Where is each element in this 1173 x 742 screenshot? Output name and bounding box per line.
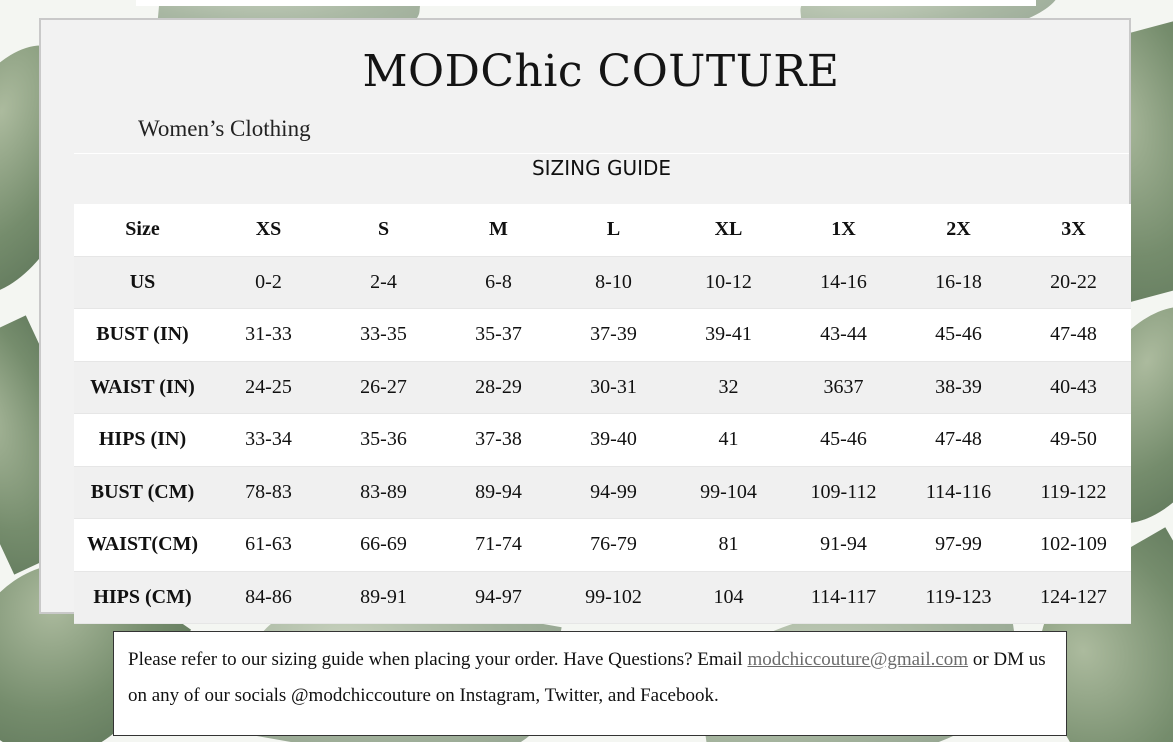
table-cell: 0-2	[211, 256, 326, 309]
table-row	[74, 309, 1131, 362]
table-cell: 104	[671, 571, 786, 624]
table-cell: 32	[671, 361, 786, 414]
table-cell: 20-22	[1016, 256, 1131, 309]
sizing-guide-title: SIZING GUIDE	[531, 156, 672, 180]
table-header-cell: L	[556, 204, 671, 256]
row-label-cell: US	[74, 256, 211, 309]
table-cell: 28-29	[441, 361, 556, 414]
table-cell: 30-31	[556, 361, 671, 414]
table-header-cell: 1X	[786, 204, 901, 256]
table-cell: 24-25	[211, 361, 326, 414]
table-cell: 119-122	[1016, 466, 1131, 519]
row-label-cell: BUST (CM)	[74, 466, 211, 519]
table-cell: 10-12	[671, 256, 786, 309]
table-cell: 97-99	[901, 519, 1016, 572]
table-row	[74, 256, 1131, 309]
table-row	[74, 361, 1131, 414]
table-header-cell: S	[326, 204, 441, 256]
table-cell: 26-27	[326, 361, 441, 414]
table-cell: 39-40	[556, 414, 671, 467]
table-cell: 114-117	[786, 571, 901, 624]
row-label-cell: WAIST (IN)	[74, 361, 211, 414]
table-cell: 3637	[786, 361, 901, 414]
table-cell: 94-97	[441, 571, 556, 624]
table-cell: 124-127	[1016, 571, 1131, 624]
table-cell: 81	[671, 519, 786, 572]
table-cell: 35-37	[441, 309, 556, 362]
table-cell: 16-18	[901, 256, 1016, 309]
table-cell: 2-4	[326, 256, 441, 309]
table-cell: 91-94	[786, 519, 901, 572]
table-cell: 83-89	[326, 466, 441, 519]
table-cell: 49-50	[1016, 414, 1131, 467]
table-cell: 41	[671, 414, 786, 467]
table-cell: 47-48	[901, 414, 1016, 467]
table-header-cell: XL	[671, 204, 786, 256]
table-cell: 33-34	[211, 414, 326, 467]
table-cell: 6-8	[441, 256, 556, 309]
table-cell: 99-104	[671, 466, 786, 519]
table-cell: 45-46	[901, 309, 1016, 362]
sizing-table-body	[74, 204, 1131, 624]
table-row	[74, 414, 1131, 467]
table-cell: 33-35	[326, 309, 441, 362]
row-label-cell: HIPS (IN)	[74, 414, 211, 467]
table-row	[74, 571, 1131, 624]
table-cell: 14-16	[786, 256, 901, 309]
table-cell: 45-46	[786, 414, 901, 467]
table-cell: 114-116	[901, 466, 1016, 519]
table-header-cell: M	[441, 204, 556, 256]
table-header-cell: XS	[211, 204, 326, 256]
table-header-cell: Size	[74, 204, 211, 256]
top-strip	[136, 0, 1036, 6]
table-cell: 109-112	[786, 466, 901, 519]
table-cell: 84-86	[211, 571, 326, 624]
table-cell: 31-33	[211, 309, 326, 362]
table-cell: 47-48	[1016, 309, 1131, 362]
row-label-cell: HIPS (CM)	[74, 571, 211, 624]
table-cell: 37-38	[441, 414, 556, 467]
table-cell: 76-79	[556, 519, 671, 572]
row-label-cell: BUST (IN)	[74, 309, 211, 362]
table-cell: 94-99	[556, 466, 671, 519]
table-cell: 8-10	[556, 256, 671, 309]
sizing-card	[39, 18, 1131, 614]
category-subtitle: Women’s Clothing	[138, 116, 311, 141]
table-cell: 78-83	[211, 466, 326, 519]
sizing-table	[74, 204, 1131, 624]
table-row	[74, 466, 1131, 519]
note-text-after: or DM us on any of our socials @modchiccouture on Instagram, Twitter, and Facebook.	[128, 649, 1046, 706]
table-cell: 89-94	[441, 466, 556, 519]
table-cell: 89-91	[326, 571, 441, 624]
divider	[74, 153, 1129, 154]
table-cell: 40-43	[1016, 361, 1131, 414]
table-row	[74, 519, 1131, 572]
table-cell: 37-39	[556, 309, 671, 362]
table-cell: 38-39	[901, 361, 1016, 414]
table-cell: 71-74	[441, 519, 556, 572]
row-label-cell: WAIST(CM)	[74, 519, 211, 572]
order-note	[113, 631, 1067, 736]
table-cell: 66-69	[326, 519, 441, 572]
table-cell: 99-102	[556, 571, 671, 624]
table-cell: 102-109	[1016, 519, 1131, 572]
table-cell: 35-36	[326, 414, 441, 467]
table-header-cell: 3X	[1016, 204, 1131, 256]
table-header-cell: 2X	[901, 204, 1016, 256]
email-link[interactable]: modchiccouture@gmail.com	[747, 649, 969, 670]
note-text-before: Please refer to our sizing guide when placing your order. Have Questions? Email	[128, 649, 748, 670]
table-cell: 61-63	[211, 519, 326, 572]
table-cell: 119-123	[901, 571, 1016, 624]
table-cell: 43-44	[786, 309, 901, 362]
table-header-row	[74, 204, 1131, 256]
table-cell: 39-41	[671, 309, 786, 362]
brand-title: MODChic COUTURE	[362, 46, 840, 97]
